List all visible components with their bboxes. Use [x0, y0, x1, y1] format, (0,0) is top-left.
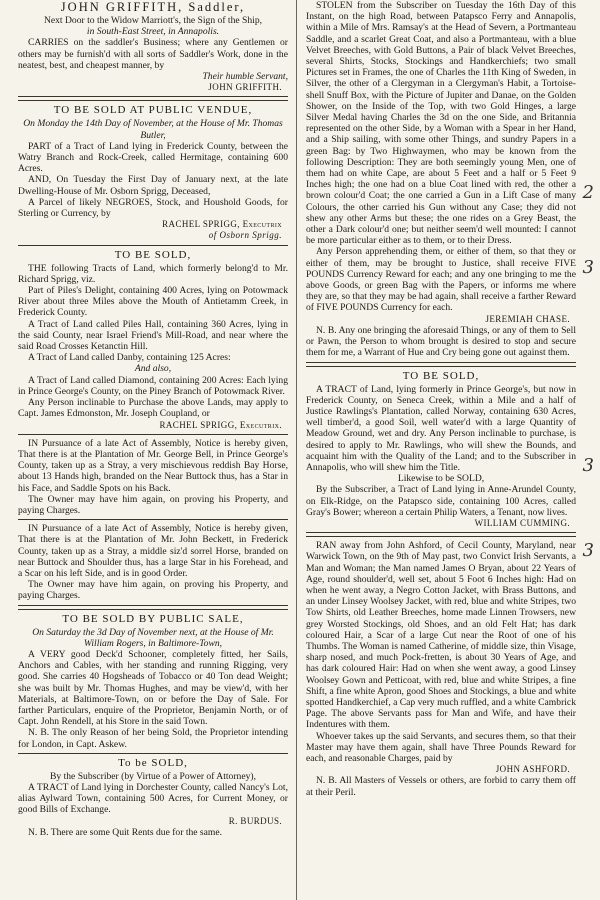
divider	[18, 96, 288, 101]
griffith-line1: Next Door to the Widow Marriott's, the Sign of the Ship,	[43, 15, 263, 26]
sold2-title: To be SOLD,	[118, 756, 188, 769]
sold1-advert	[18, 249, 288, 431]
right-column	[300, 0, 576, 900]
divider	[306, 532, 576, 537]
vendue-p3: A Parcel of likely NEGROES, Stock, and Houshold Goods, for Sterling or Currency, by	[18, 196, 288, 220]
vendue-subtitle: On Monday the 14th Day of November, at the House of Mr. Thomas Butler,	[23, 118, 283, 141]
margin-note: 3	[582, 455, 594, 476]
vendue-signature-2: of Osborn Sprigg.	[208, 230, 282, 241]
sold2-p1: By the Subscriber (by Virtue of a Power of Attorney),	[49, 770, 256, 782]
sold3-likewise: Likewise to be SOLD,	[397, 473, 485, 485]
sold3-p2: By the Subscriber, a Tract of Land lying in Anne-Arundel County, on Elk-Ridge, on the Patapsco side, containing 100 Acres, called Gray's Bower; whereon a certain Philip Waters, a Tenant, now lives.	[306, 484, 576, 518]
stolen-p2: Any Person apprehending them, or either of them, so that they or either of them, may be brought to Justice, shall receive FIVE POUNDS Currency Reward for each; and any one bringing to me the above Goods, or green Bag with the Papers, or informs me where they are, so that they may be had again, shall receive a farther Reward of FIVE POUNDS Currency for each.	[306, 246, 576, 314]
runaway-advert	[306, 540, 576, 798]
sold2-advert	[18, 757, 288, 838]
griffith-signature: JOHN GRIFFITH.	[208, 82, 282, 93]
sold3-p1: A TRACT of Land, lying formerly in Prince George's, but now in Frederick County, on Seneca Creek, within a Mile and a half of Justice Rawlings's Plantation, called Norway, containing 630 Acres, well timber'd, a good Soil, well water'd with a large Quantity of Meadow Ground, wet and dry. Any Person inclinable to purchase, is desired to apply to Mr. Rawlings, who will shew the Bounds, and acquaint him with the Quality of the Land; and to the Subscriber in Annapolis, who will shew him the Title.	[306, 383, 576, 473]
publicsale-p2: N. B. The only Reason of her being Sold, the Proprietor intending for London, in Capt. Askew.	[18, 727, 288, 750]
margin-note: 3	[582, 257, 594, 278]
stray1-advert	[18, 438, 288, 516]
left-column	[18, 0, 292, 900]
stolen-nb: N. B. Any one bringing the aforesaid Things, or any of them to Sell or Pawn, the Person to whom brought is desired to stop and secure them for me, a Warrant of Hue and Cry being gone out against them.	[306, 324, 576, 359]
publicsale-advert	[18, 613, 288, 750]
margin-note: 2	[582, 182, 594, 203]
runaway-signature: JOHN ASHFORD.	[495, 764, 570, 775]
stray2-p2: The Owner may have him again, on proving his Property, and paying Charges.	[18, 579, 288, 602]
sold1-p3: A Tract of Land called Piles Hall, containing 360 Acres, lying in the said County, near Israel Friend's Mill-Road, and near where the said Road Crosses Ketanctin Hill.	[18, 318, 288, 353]
sold1-also: And also,	[134, 363, 172, 375]
sold1-p4: A Tract of Land called Danby, containing 125 Acres:	[28, 352, 231, 364]
vendue-p1: PART of a Tract of Land lying in Frederick County, between the Watry Branch and Rock-Creek, called Hermitage, containing 600 Acres.	[18, 140, 288, 175]
stolen-signature: JEREMIAH CHASE.	[485, 313, 570, 324]
sold1-signature: RACHEL SPRIGG, Executrix.	[159, 419, 282, 430]
sold3-advert	[306, 370, 576, 530]
griffith-line2: in South-East Street, in Annapolis.	[86, 26, 220, 38]
sold1-p6: Any Person inclinable to Purchase the above Lands, may apply to Capt. James Edmonston, Mr. Joseph Coupland, or	[18, 397, 288, 420]
divider	[306, 362, 576, 367]
stray1-p1: IN Pursuance of a late Act of Assembly, Notice is hereby given, That there is at the Plantation of Mr. George Bell, in Prince George's County, taken up as a Stray, a very mischievous reddish Bay Horse, about 13 Hands high, branded on the Near Buttock thus, has a Star in his Face, and Saddle Spots on his Back.	[18, 437, 288, 494]
vendue-advert	[18, 104, 288, 241]
stray1-p2: The Owner may have him again, on proving his Property, and paying Charges.	[18, 493, 288, 516]
runaway-p2: Whoever takes up the said Servants, and secures them, so that their Master may have them again, shall have Three Pounds Reward for each, and reasonable Charges, paid by	[306, 730, 576, 764]
publicsale-title: TO BE SOLD BY PUBLIC SALE,	[62, 612, 244, 625]
divider	[18, 434, 288, 435]
sold2-p2: A TRACT of Land lying in Dorchester County, called Nancy's Lot, alias Aylward Town, containing 500 Acres, for Current Money, or good Bills of Exchange.	[18, 781, 288, 816]
sold2-signature: R. BURDUS.	[228, 815, 282, 826]
runaway-p1: RAN away from John Ashford, of Cecil County, Maryland, near Warwick Town, on the 9th of May past, two Convict Irish Servants, a Man and Woman; the Man named James O Bryan, about 22 Years of Age, round shoulder'd, well set, about 5 Foot 6 Inches high: Had on when he went away, a Negro Cotton Jacket, with Brass Buttons, and an under Linsey Woolsey Jacket, with red, blue and white Stripes, two Tow Shirts, old Leather Breeches, home made Linnen Trowsers, new grey Worsted Stockings, old Shoes, and an old Felt Hat; has dark coloured Hair, a Scar of a large Cut near the Root of one of his Thumbs. The Woman is named Catherine, of middle size, thin Visage, sharp nosed, and much Pock-fretten, is about 30 Years of Age, and has dark coloured Hair: Had on when she went away, a good Linsey Woolsey Gown and Petticoat, with red, blue and white Stripes, a fine Shift, a fine white Apron, good Shoes and Stockings, a blue and white spotted Handkerchief, a Cap very much ruffled, and a white Cambrick Page. The above Servants pass for Man and Wife, and have their Indentures with them.	[306, 540, 576, 731]
sold1-p2: Part of Piles's Delight, containing 400 Acres, lying on Potowmack River about three Miles above the Mouth of Antietamm Creek, in Frederick County.	[18, 285, 288, 319]
stolen-p1: STOLEN from the Subscriber on Tuesday the 16th Day of this Instant, on the high Road, between Patapsco Ferry and Annapolis, within a Mile of Mrs. Ramsay's at the Head of Severn, a Portmanteau Saddle, and a scarlet Great Coat, and also a Portmanteau, with a blue Velvet Breeches, with Gold Buttons, a Pair of black Velvet Breeches, several Shirts, Stocks, Stockings and Handkerchiefs; two small Pictures set in Frames, the one of Charles the 11th King of Sweden, in Silver, the other of a Clergyman in a Clergyman's Habit, a Tortoise-shell Snuff Box, with the Picture of Jupiter and Danae, on the Golden Shower, on the Inside of the Top, with two Gold Hinges, a large Silver Medal having Charles the 3d on the one Side, and Britannia represented on the other Side, by a Woman with a Spear in her Hand, and a Ship sailing, with some other Things, and sundry Papers in a green Bag: by Two Highwaymen, who may be known from the following Description: They are both seemingly young Men, one of them had on white Cape, are about 5 Feet and a half or 5 Feet 9 Inches high; the one had on a blue Coat lined with red, the other a brown colour'd Coat; the one carried a Gun in a Lift Case of many Colours, the other carried his Gun without any Case; they did not shew any other Arms but these; the one rides on a Grey Beast, the other a Dark colour'd one; but neither seem'd well mounted: I cannot be more particular either as to them, or to their Dress.	[306, 0, 576, 247]
vendue-p2: AND, On Tuesday the First Day of January next, at the late Dwelling-House of Mr. Osborn Sprigg, Deceased,	[18, 174, 288, 197]
griffith-advert	[18, 1, 288, 93]
sold3-title: TO BE SOLD,	[402, 369, 480, 382]
griffith-servant: Their humble Servant,	[202, 71, 288, 83]
margin-note: 3	[582, 540, 594, 561]
divider	[18, 753, 288, 754]
publicsale-subtitle: On Saturday the 3d Day of November next, at the House of Mr. William Rogers, in Baltimore-Town,	[32, 626, 274, 649]
vendue-signature: RACHEL SPRIGG, Executrix	[162, 219, 282, 230]
column-rule	[296, 0, 297, 900]
sold1-title: TO BE SOLD,	[114, 248, 192, 261]
sold1-p1: THE following Tracts of Land, which formerly belong'd to Mr. Richard Sprigg, viz.	[18, 262, 288, 285]
divider	[18, 605, 288, 610]
publicsale-p1: A VERY good Deck'd Schooner, completely fitted, her Sails, Anchors and Cables, with her standing and running Rigging, very good. She carries 40 Hogsheads of Tobacco or 40 Ton dead Weight; she was built by Mr. Thomas Hughes, and may be view'd, with her Materials, at Baltimore-Town, on or before the Day of Sale. For farther Particulars, enquire of the Proprietor, Benjamin North, or of Capt. John Rendell, at his Store in the said Town.	[18, 648, 288, 728]
griffith-body: CARRIES on the saddler's Business; where any Gentlemen or others may be furnish'd with all sorts of Saddler's Work, done in the neatest, best, and cheapest manner, by	[18, 37, 288, 71]
divider	[18, 519, 288, 520]
griffith-name: JOHN GRIFFITH, Saddler,	[60, 0, 246, 14]
sold1-p5: A Tract of Land called Diamond, containing 200 Acres: Each lying in Prince George's County, on the Piney Branch of Potowmack River.	[18, 374, 288, 397]
stray2-p1: IN Pursuance of a late Act of Assembly, Notice is hereby given, That there is at the Plantation of Mr. John Beckett, in Frederick County, taken up as a Stray, a middle siz'd sorrel Horse, branded on near Buttock and Shoulder thus, has a large Star in his Forehead, and a Scar on his left Side, and is in good Order.	[18, 523, 288, 579]
stolen-advert	[306, 0, 576, 359]
runaway-nb: N. B. All Masters of Vessels or others, are forbid to carry them off at their Peril.	[306, 775, 576, 798]
vendue-title: TO BE SOLD AT PUBLIC VENDUE,	[53, 104, 253, 117]
divider	[18, 245, 288, 246]
stray2-advert	[18, 523, 288, 601]
sold2-nb: N. B. There are some Quit Rents due for the same.	[28, 826, 223, 838]
sold3-signature: WILLIAM CUMMING.	[474, 517, 570, 528]
